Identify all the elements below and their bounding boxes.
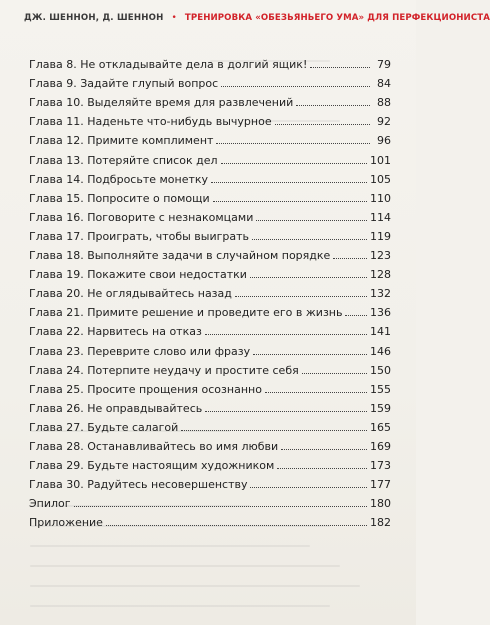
toc-leader-dots xyxy=(281,448,367,450)
toc-entry xyxy=(29,128,391,147)
toc-leader-dots xyxy=(277,467,367,469)
toc-entry-page-number: 141 xyxy=(370,325,391,339)
running-header xyxy=(18,8,490,28)
toc-entry-page-number: 136 xyxy=(370,306,391,320)
toc-leader-dots xyxy=(253,353,367,355)
toc-entry-title: Глава 28. Останавливайтесь во имя любви xyxy=(29,439,279,453)
toc-entry xyxy=(29,434,391,453)
toc-leader-dots xyxy=(296,104,370,106)
header-bullet: • xyxy=(171,13,177,23)
toc-entry-page-number: 123 xyxy=(370,249,391,263)
toc-entry-page-number: 182 xyxy=(370,516,391,530)
toc-leader-dots xyxy=(265,391,367,393)
toc-entry-title: Глава 27. Будьте салагой xyxy=(29,420,179,434)
toc-entry xyxy=(29,147,391,166)
toc-entry-page-number: 128 xyxy=(370,268,391,282)
toc-entry-title: Глава 13. Потеряйте список дел xyxy=(29,153,218,167)
toc-entry-title: Глава 14. Подбросьте монетку xyxy=(29,172,209,186)
toc-entry-page-number: 180 xyxy=(370,497,391,511)
toc-entry-title: Глава 25. Просите прощения осознанно xyxy=(29,382,262,396)
toc-entry xyxy=(29,319,391,338)
toc-entry-page-number: 105 xyxy=(370,172,391,186)
toc-leader-dots xyxy=(235,295,367,297)
toc-entry-title: Глава 29. Будьте настоящим художником xyxy=(29,459,275,473)
toc-entry xyxy=(29,415,391,434)
toc-entry xyxy=(29,262,391,281)
toc-entry-page-number: 150 xyxy=(370,363,391,377)
toc-entry-title: Глава 24. Потерпите неудачу и простите себя xyxy=(29,363,299,377)
toc-leader-dots xyxy=(205,333,367,335)
toc-entry-title: Глава 15. Попросите о помощи xyxy=(29,191,210,205)
toc-entry-page-number: 132 xyxy=(370,287,391,301)
toc-entry-title: Глава 16. Поговорите с незнакомцами xyxy=(29,210,254,224)
toc-entry-page-number: 177 xyxy=(370,478,391,492)
toc-entry-title: Глава 12. Примите комплимент xyxy=(29,134,214,148)
toc-entry xyxy=(29,90,391,109)
header-book-title: ТРЕНИРОВКА «ОБЕЗЬЯНЬЕГО УМА» ДЛЯ ПЕРФЕКЦИОНИСТА xyxy=(184,13,490,23)
toc-entry xyxy=(29,300,391,319)
toc-leader-dots xyxy=(74,505,367,507)
toc-entry-title: Глава 22. Нарвитесь на отказ xyxy=(29,325,202,339)
toc-entry-title: Глава 30. Радуйтесь несовершенству xyxy=(29,478,248,492)
toc-entry xyxy=(29,338,391,357)
toc-entry-page-number: 110 xyxy=(370,191,391,205)
toc-leader-dots xyxy=(333,257,367,259)
toc-entry-title: Глава 26. Не оправдывайтесь xyxy=(29,401,203,415)
toc-entry xyxy=(29,396,391,415)
toc-entry xyxy=(29,510,391,529)
toc-entry-page-number: 114 xyxy=(370,210,391,224)
toc-entry-title: Глава 9. Задайте глупый вопрос xyxy=(29,77,219,91)
toc-entry-page-number: 169 xyxy=(370,439,391,453)
toc-entry-page-number: 84 xyxy=(377,77,391,91)
toc-entry-title: Глава 8. Не откладывайте дела в долгий ящик! xyxy=(29,58,308,72)
toc-leader-dots xyxy=(106,524,367,526)
toc-leader-dots xyxy=(302,372,367,374)
toc-leader-dots xyxy=(250,486,367,488)
toc-leader-dots xyxy=(310,66,370,68)
toc-leader-dots xyxy=(221,162,368,164)
toc-entry xyxy=(29,491,391,510)
toc-entry xyxy=(29,109,391,128)
toc-leader-dots xyxy=(275,123,370,125)
toc-leader-dots xyxy=(252,238,367,240)
toc-leader-dots xyxy=(213,200,367,202)
toc-entry-title: Глава 19. Покажите свои недостатки xyxy=(29,268,247,282)
toc-entry-page-number: 173 xyxy=(370,459,391,473)
toc-entry-page-number: 79 xyxy=(377,58,391,72)
toc-entry-page-number: 92 xyxy=(377,115,391,129)
toc-leader-dots xyxy=(181,429,367,431)
toc-entry xyxy=(29,167,391,186)
toc-leader-dots xyxy=(256,219,367,221)
toc-leader-dots xyxy=(205,410,367,412)
toc-entry-page-number: 155 xyxy=(370,382,391,396)
toc-entry xyxy=(29,472,391,491)
toc-leader-dots xyxy=(216,142,370,144)
toc-entry xyxy=(29,358,391,377)
toc-entry-page-number: 119 xyxy=(370,229,391,243)
toc-entry-title: Эпилог xyxy=(29,497,71,511)
toc-entry-page-number: 88 xyxy=(377,96,391,110)
toc-entry-title: Приложение xyxy=(29,516,103,530)
toc-leader-dots xyxy=(221,85,370,87)
toc-entry xyxy=(29,377,391,396)
header-authors: ДЖ. ШЕННОН, Д. ШЕННОН xyxy=(24,13,164,23)
toc-entry-page-number: 159 xyxy=(370,401,391,415)
toc-leader-dots xyxy=(211,181,367,183)
toc-entry xyxy=(29,243,391,262)
toc-entry-page-number: 165 xyxy=(370,420,391,434)
toc-leader-dots xyxy=(345,314,367,316)
toc-entry-title: Глава 21. Примите решение и проведите его в жизнь xyxy=(29,306,343,320)
toc-entry-title: Глава 17. Проиграть, чтобы выиграть xyxy=(29,229,250,243)
toc-entry-title: Глава 23. Переврите слово или фразу xyxy=(29,344,251,358)
toc-entry xyxy=(29,453,391,472)
table-of-contents xyxy=(29,52,391,529)
toc-entry-page-number: 96 xyxy=(377,134,391,148)
toc-entry xyxy=(29,224,391,243)
toc-entry xyxy=(29,186,391,205)
toc-entry xyxy=(29,281,391,300)
toc-entry xyxy=(29,205,391,224)
toc-entry-title: Глава 11. Наденьте что-нибудь вычурное xyxy=(29,115,272,129)
toc-entry-title: Глава 18. Выполняйте задачи в случайном порядке xyxy=(29,249,331,263)
toc-entry-title: Глава 20. Не оглядывайтесь назад xyxy=(29,287,232,301)
toc-entry-page-number: 101 xyxy=(370,153,391,167)
toc-entry xyxy=(29,71,391,90)
toc-entry-title: Глава 10. Выделяйте время для развлечений xyxy=(29,96,294,110)
toc-leader-dots xyxy=(250,276,367,278)
toc-entry xyxy=(29,52,391,71)
toc-entry-page-number: 146 xyxy=(370,344,391,358)
